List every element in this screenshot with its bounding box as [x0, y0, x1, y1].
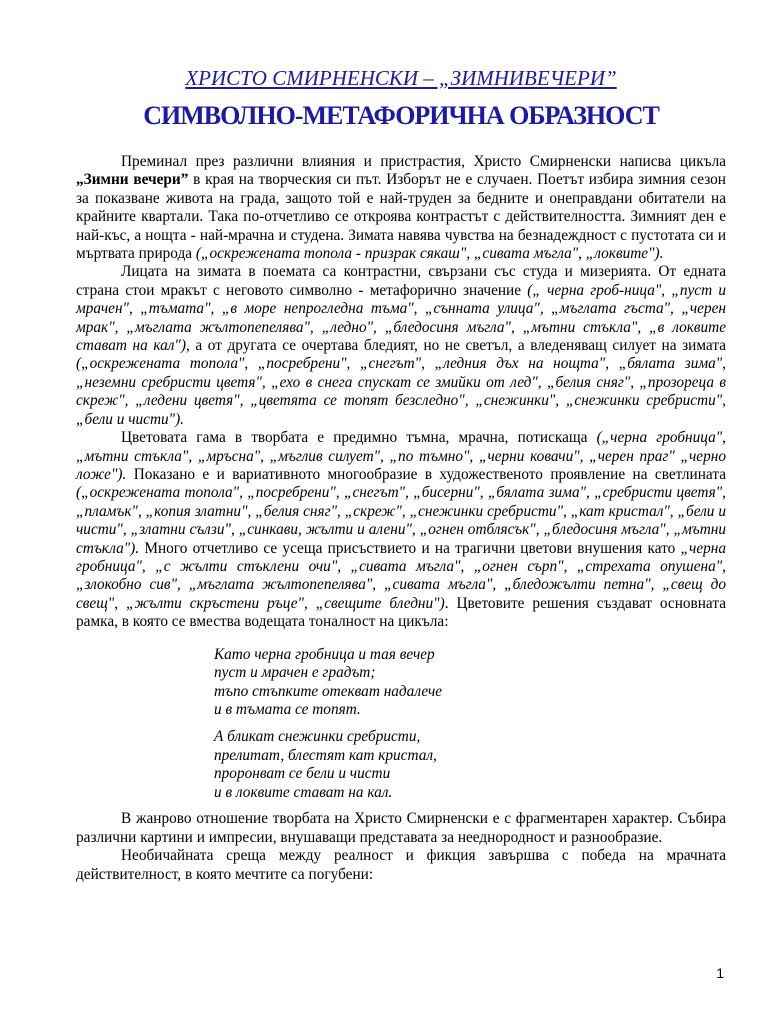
- p1-cycle-name: „Зимни вечери”: [76, 171, 189, 189]
- poem-stanza-2: [214, 728, 726, 802]
- p3-text-g: . Цветовите решения създават основната рамка, в която се вмества водещата тоналност на цикъла:: [76, 594, 726, 631]
- p3-text-a: Цветовата гама в творбата е предимно тъмна, мрачна, потискаща: [121, 429, 597, 447]
- poem-line: прелитат, блестят кат кристал,: [214, 746, 437, 764]
- poem-line: и в тъмата се топят.: [214, 701, 361, 719]
- document-title: ХРИСТО СМИРНЕНСКИ – „ЗИМНИВЕЧЕРИ”: [185, 66, 617, 90]
- p2-text-a: Лицата на зимата в поемата са контрастни, свързани със студа и мизерията. От едната страна стои мракът с неговото символно - метафорично значение: [76, 263, 726, 299]
- poem-line: проронват се бели и чисти: [214, 765, 391, 783]
- p3-text-e: Много отчетливо се усеща присъствието и на трагични цветови внушения като: [139, 539, 681, 557]
- p1-quotes: („оскрежената топола - призрак сякаш", „сивата мъгла", „локвите").: [195, 245, 664, 263]
- p2-quotes-light: („оскрежената топола", „посребрени", „снегът", „ледния дъх на нощта", „бялата зима", „неземни сребристи цветя", „ехо в снега спускат се змийки от лед", „белия сняг", „прозореца в скреж", „ледени цветя", „цветята се топят безследно", „снежинки", „снежинки сребристи", „бели и чисти").: [76, 355, 726, 428]
- p1-text-c: в края на творческия си път. Изборът не е случаен. Поетът избира зимния сезон за показване живота на града, защото той е най-труден за бедните и онеправдани обитатели на крайните квартали. Така по-отчетливо се откроява контрастът с действителността. Зимният ден е най-къс, а нощта - най-мрачна и студена. Зимата навява чувства на безнадеждност с пустотата си и мъртвата природа: [76, 171, 726, 263]
- p2-quotes-dark: („ черна гроб-ница", „пуст и мрачен", „тъмата", „в море непрогледна тъма", „сънната улица", „мъглата гъста", „черен мрак", „мъглата жълтопепелява", „ледно", „бледосиня мъгла", „мътни стъкла", „в локвите стават на кал"),: [76, 281, 726, 355]
- page-number: 1: [716, 965, 724, 981]
- p1-text-a: Преминал през различни влияния и пристрастия, Христо Смирненски написва цикъла: [121, 153, 726, 170]
- p3-quotes-tragic: „черна гробница", „с жълти стъклени очи", „сивата мъгла", „огнен сърп", „стрехата опушена", „злокобно сив", „мъглата жълтопепелява", „сивата мъгла", „бледожълти петна", „свещ до свещ", „жълти скръстени ръце", „свещите бледни"): [76, 539, 726, 612]
- poem-stanza-1: [214, 646, 726, 720]
- p3-quotes-dark: („черна гробница", „мътни стъкла", „мръсна", „мъглив силует", „по тъмно", „черни ковачи", „черен праг" „черно ложе").: [76, 429, 726, 483]
- document-page: [76, 58, 726, 884]
- paragraph-3: [76, 429, 726, 631]
- paragraph-1: [76, 153, 726, 263]
- poem-line: пуст и мрачен е градът;: [214, 664, 376, 682]
- paragraph-4: В жанрово отношение творбата на Христо Смирненски е с фрагментарен характер. Събира различни картини и импресии, внушаващи представата за нееднородност и разнообразие.: [76, 810, 726, 846]
- paragraph-5: Необичайната среща между реалност и фикция завършва с победа на мрачната действителност, в която мечтите са погубени:: [76, 847, 726, 883]
- poem-line: А бликат снежинки сребристи,: [214, 727, 421, 745]
- poem-line: и в локвите стават на кал.: [214, 783, 393, 801]
- poem-line: Като черна гробница и тая вечер: [214, 645, 435, 663]
- p2-text-c: а от другата се очертава бледият, но не светъл, а вледеняващ силует на зимата: [189, 337, 726, 355]
- p3-quotes-light: („оскрежената топола", „посребрени", „снегът", „бисерни", „бялата зима", „сребристи цветя", „пламък", „копия златни", „белия сняг", „скреж", „снежинки сребристи", „кат кристал", „бели и чисти", „златни сълзи", „синкави, жълти и алени", „огнен отблясък", „бледосиня мъгла", „мътни стъкла").: [76, 484, 726, 557]
- document-subtitle: СИМВОЛНО-МЕТАФОРИЧНА ОБРАЗНОСТ: [143, 101, 659, 130]
- paragraph-2: [76, 263, 726, 429]
- p3-text-c: Показано е и вариативното многообразие в художественото проявление на светлината: [126, 465, 726, 483]
- poem-excerpt: [214, 646, 726, 803]
- poem-line: тъпо стъпките отекват надалече: [214, 682, 443, 700]
